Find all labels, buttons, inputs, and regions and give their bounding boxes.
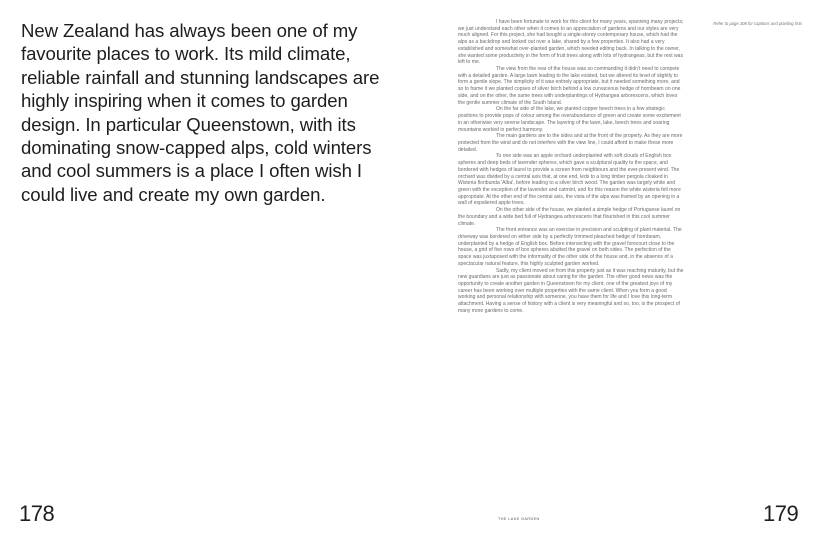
intro-paragraph: New Zealand has always been one of my favourite places to work. Its mild climate, reliable rainfall and stunning landscapes are highly inspiring when it comes to garden design. In particular Queenstown, with its dominating snow-capped alps, cold winters and cool summers is a place I often wish I could live and create my own garden. [21,20,380,205]
body-paragraph: On the other side of the house, we planted a simple hedge of Portuguese laurel on the boundary and a wide bed full of Hydrangea arborescens that flourished in this cool summer climate. [458,207,681,227]
body-paragraph: On the far side of the lake, we planted copper beech trees in a few strategic positions to provide pops of colour among the overabundance of green and create some excitement in an otherwise very serene landscape. The layering of the lawn, lake, beech trees and soaring mountains worked in perfect harmony. [458,106,681,133]
body-paragraph: The view from the rear of the house was so commanding it didn't need to compete with a detailed garden. A large lawn leading to the lake existed, but we altered its level of slightly to form a gentle slope. The simplicity of it was entirely appropriate, but it needed something more, and so to frame it we planted copses of silver birch behind a low curvaceous hedge of hornbeam on one side, and on the other, the same trees with underplantings of Hydrangea arborescens, which loves the gentle summer climate of the South Island. [458,66,681,106]
body-paragraph: I have been fortunate to work for this client for many years, spanning many projects; we just understand each other when it comes to an appreciation of gardens and our styles are very much aligned. For this project, she had bought a single-storey contemporary house, which had the alps as a backdrop and looked out over a lake, shared by a few properties. It also had a very established and somewhat over-planted garden, which needed editing back. In talking to the owner, she wanted some productivity in the form of fruit trees along with lots of hydrangeas, but the rest was left to me. [458,19,684,66]
side-note: Refer to page 308 for captions and planting lists [713,21,802,26]
right-page [410,0,820,541]
page-number-right: 179 [763,501,799,526]
body-paragraph: The main gardens are to the sides and at the front of the property. As they are more protected from the wind and do not interfere with the view line, I could afford to make these more detailed. [458,133,683,153]
body-text [458,19,685,315]
body-paragraph: The front entrance was an exercise in precision and sculpting of plant material. The driveway was bordered on either side by a perfectly trimmed pleached hedge of hornbeam, underplanted by a hedge of English box. Before intersecting with the gravel forecourt close to the house, a grid of five rows of box spheres abutted the gravel on both sides. The perfection of the space was juxtaposed with the informality of the other side of the house and, in the absence of a spectacular natural feature, this highly sculpted garden worked. [458,227,682,267]
page-number-left: 178 [19,501,55,526]
body-paragraph: To one side was an apple orchard underplanted with soft clouds of English box spheres and deep beds of lavender spheres, which gave a sculptural quality to the space, and bordered with hedges of laurel to provide a screen from neighbours and the ever-present wind. The orchard was divided by a central axis that, at one end, leds to a long timber pergola cloaked in Wisteria floribunda 'Alba', before leading to a silver birch wood. The garden was largely white and green with the exception of the lavender and catmint, and for this reason the white wisteria felt more appropriate. At the other end of the central axis, the vista of the alps was framed by an opening in a wall of espaliered apple trees. [458,153,681,207]
running-footer: THE LAKE GARDEN [498,517,540,521]
body-paragraph: Sadly, my client moved on from this property just as it was reaching maturity, but the new guardians are just as passionate about caring for the garden. The other good news was the opportunity to create another garden in Queenstown for my client; one of the greatest joys of my career has been working over multiple properties with the same client. When you form a good working and personal relationship with someone, you have them for life and I love this long-term attachment. Having a sense of history with a client is very meaningful and so, too, is the prospect of many more gardens to come. [458,267,684,314]
